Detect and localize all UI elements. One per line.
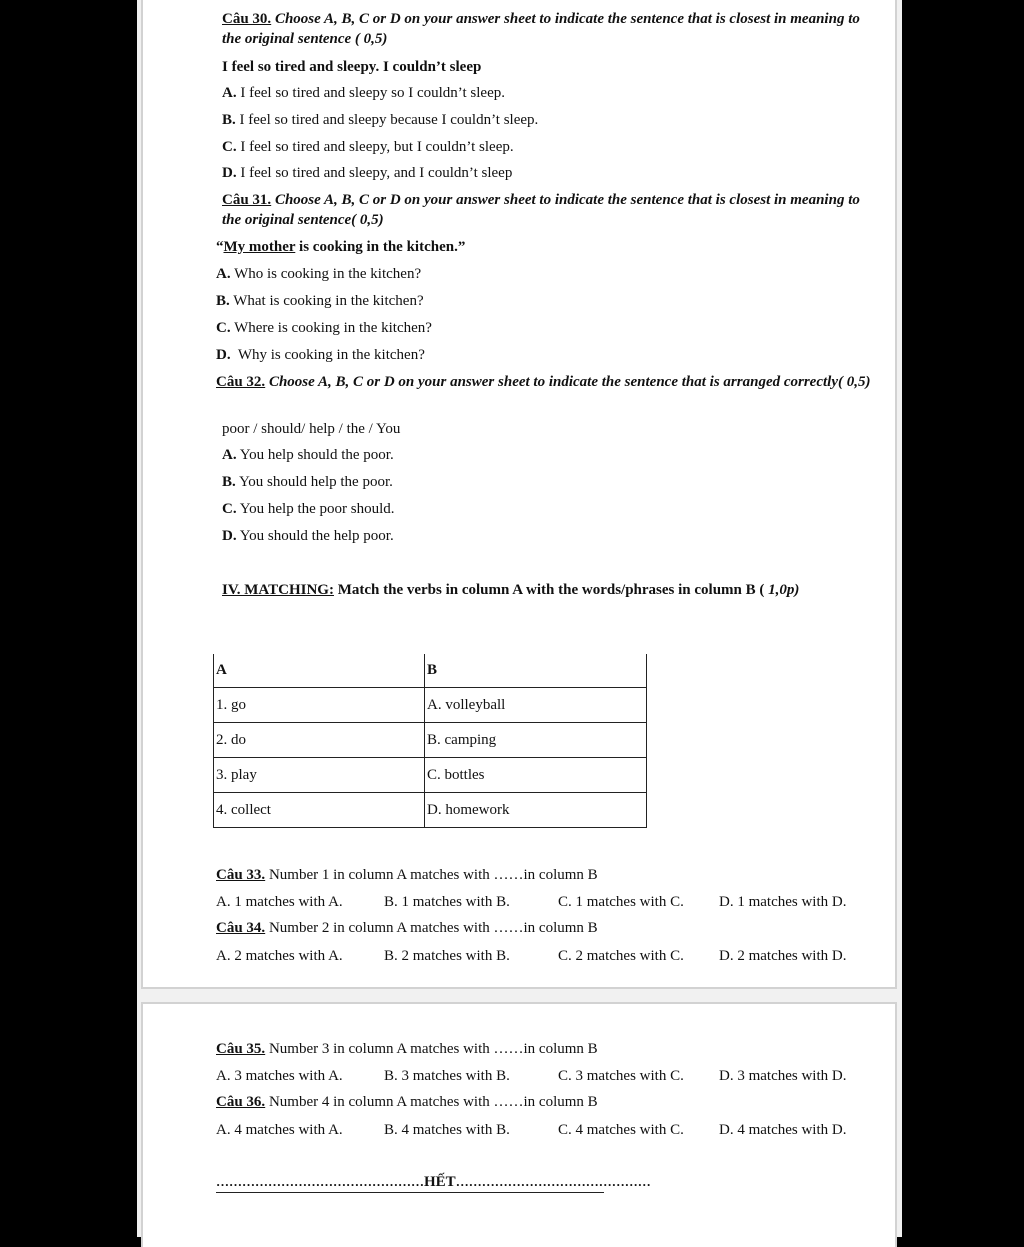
footer-dots-right: ……………………………………… — [455, 1174, 651, 1189]
table-cell-a: 3. play — [214, 758, 425, 793]
q33-option-c: C. 1 matches with C. — [558, 894, 684, 910]
q33-option-a: A. 1 matches with A. — [216, 894, 343, 910]
q32-option-d — [222, 526, 394, 546]
footer-dots-left: ………………………………………… — [216, 1174, 424, 1189]
table-row — [214, 758, 647, 793]
q33-option-b: B. 1 matches with B. — [384, 894, 510, 910]
option-letter: A. — [216, 266, 231, 282]
q36-text: Number 4 in column A matches with ……in column B — [265, 1094, 598, 1110]
option-text: I feel so tired and sleepy, and I couldn’t sleep — [236, 165, 513, 181]
matching-section-heading — [222, 580, 876, 600]
q34-option-b: B. 2 matches with B. — [384, 948, 510, 964]
q35-prompt — [216, 1039, 598, 1059]
q32-instruction: Choose A, B, C or D on your answer sheet to indicate the sentence that is arranged correctly( 0,5) — [265, 374, 871, 390]
q32-option-a — [222, 445, 394, 465]
option-letter: C. — [222, 139, 237, 155]
option-text: What is cooking in the kitchen? — [229, 293, 424, 309]
q30-option-c — [222, 137, 514, 157]
option-letter: A. — [222, 85, 237, 101]
option-text: Where is cooking in the kitchen? — [230, 320, 432, 336]
option-letter: D. — [222, 165, 237, 181]
q35-option-c: C. 3 matches with C. — [558, 1068, 684, 1084]
q31-instruction: Choose A, B, C or D on your answer sheet to indicate the sentence that is closest in meaning to the original sentence( 0,5) — [222, 192, 860, 228]
q30-option-a — [222, 83, 505, 103]
option-letter: A. — [222, 447, 237, 463]
q32-number: Câu 32. — [216, 374, 266, 390]
q31-option-c — [216, 318, 432, 338]
q36-option-b: B. 4 matches with B. — [384, 1122, 510, 1138]
table-header-a: A — [214, 654, 425, 688]
option-text: You help should the poor. — [236, 447, 394, 463]
q32-prompt — [216, 372, 873, 392]
q34-option-c: C. 2 matches with C. — [558, 948, 684, 964]
option-text: I feel so tired and sleepy because I couldn’t sleep. — [235, 112, 539, 128]
q35-option-b: B. 3 matches with B. — [384, 1068, 510, 1084]
q31-stem-subject: My mother — [223, 239, 296, 255]
footer-end-text: HẾT — [424, 1174, 456, 1190]
q34-option-a: A. 2 matches with A. — [216, 948, 343, 964]
table-header-row — [214, 654, 647, 688]
table-cell-b: C. bottles — [425, 758, 647, 793]
q33-text: Number 1 in column A matches with ……in column B — [265, 867, 598, 883]
q33-number: Câu 33. — [216, 867, 266, 883]
table-cell-b: D. homework — [425, 793, 647, 828]
option-text: You should help the poor. — [235, 474, 393, 490]
q33-prompt — [216, 865, 598, 885]
q31-option-b — [216, 291, 424, 311]
q31-stem-open-quote: “ — [216, 239, 224, 255]
q30-prompt — [222, 9, 876, 49]
option-text: Who is cooking in the kitchen? — [230, 266, 422, 282]
option-letter: C. — [222, 501, 237, 517]
q36-option-d: D. 4 matches with D. — [719, 1122, 847, 1138]
table-cell-b: A. volleyball — [425, 688, 647, 723]
table-header-b: B — [425, 654, 647, 688]
matching-table — [213, 654, 647, 828]
q36-option-a: A. 4 matches with A. — [216, 1122, 343, 1138]
q35-text: Number 3 in column A matches with ……in column B — [265, 1041, 598, 1057]
q35-number: Câu 35. — [216, 1041, 266, 1057]
q30-option-b — [222, 110, 538, 130]
q34-option-d: D. 2 matches with D. — [719, 948, 847, 964]
table-row — [214, 793, 647, 828]
q36-number: Câu 36. — [216, 1094, 266, 1110]
q36-option-c: C. 4 matches with C. — [558, 1122, 684, 1138]
option-letter: B. — [222, 474, 236, 490]
q31-option-d — [216, 345, 425, 365]
option-text: You should the help poor. — [236, 528, 394, 544]
end-of-test-marker — [216, 1172, 651, 1193]
option-text: I feel so tired and sleepy, but I couldn’t sleep. — [236, 139, 514, 155]
q31-prompt — [222, 190, 876, 230]
option-letter: B. — [216, 293, 230, 309]
option-text: Why is cooking in the kitchen? — [230, 347, 425, 363]
table-row — [214, 723, 647, 758]
q31-stem — [216, 237, 465, 257]
option-letter: D. — [222, 528, 237, 544]
table-cell-a: 4. collect — [214, 793, 425, 828]
q31-option-a — [216, 264, 421, 284]
q32-option-c — [222, 499, 395, 519]
table-cell-a: 2. do — [214, 723, 425, 758]
q30-stem: I feel so tired and sleepy. I couldn’t sleep — [222, 59, 482, 75]
q34-prompt — [216, 918, 598, 938]
q35-option-a: A. 3 matches with A. — [216, 1068, 343, 1084]
q32-stem: poor / should/ help / the / You — [222, 421, 401, 437]
table-row — [214, 688, 647, 723]
option-text: I feel so tired and sleepy so I couldn’t sleep. — [236, 85, 505, 101]
q34-text: Number 2 in column A matches with ……in column B — [265, 920, 598, 936]
option-letter: B. — [222, 112, 236, 128]
section-points: 1,0p) — [768, 582, 800, 598]
q30-instruction: Choose A, B, C or D on your answer sheet to indicate the sentence that is closest in meaning to the original sentence ( 0,5) — [222, 11, 860, 47]
q33-option-d: D. 1 matches with D. — [719, 894, 847, 910]
q36-prompt — [216, 1092, 598, 1112]
table-cell-a: 1. go — [214, 688, 425, 723]
q35-option-d: D. 3 matches with D. — [719, 1068, 847, 1084]
table-cell-b: B. camping — [425, 723, 647, 758]
option-text: You help the poor should. — [236, 501, 395, 517]
section-instruction: Match the verbs in column A with the words/phrases in column B ( — [333, 582, 769, 598]
section-title: IV. MATCHING: — [222, 582, 334, 598]
option-letter: C. — [216, 320, 231, 336]
q30-option-d — [222, 163, 512, 183]
q30-number: Câu 30. — [222, 11, 272, 27]
q32-option-b — [222, 472, 393, 492]
q31-stem-rest: is cooking in the kitchen.” — [295, 239, 466, 255]
q34-number: Câu 34. — [216, 920, 266, 936]
option-letter: D. — [216, 347, 231, 363]
q31-number: Câu 31. — [222, 192, 272, 208]
